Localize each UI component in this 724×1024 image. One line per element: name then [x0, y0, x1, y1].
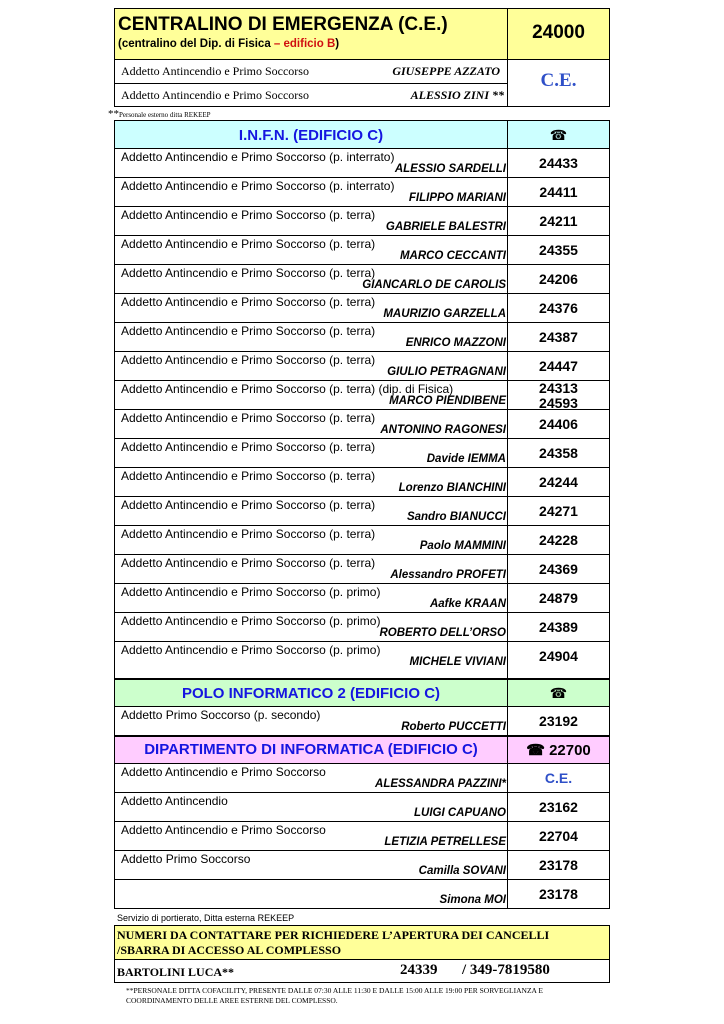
infn-role: Addetto Antincendio e Primo Soccorso (p. terra) — [121, 498, 376, 512]
informatica-name: LETIZIA PETRELLESE — [384, 836, 506, 848]
infn-name: Davide IEMMA — [426, 453, 506, 465]
infn-role: Addetto Antincendio e Primo Soccorso (p. terra) — [121, 208, 376, 222]
infn-number-2: 24593 — [539, 395, 578, 411]
external-staff-note-text: Personale esterno ditta REKEEP — [119, 111, 211, 119]
infn-role: Addetto Antincendio e Primo Soccorso (p. terra) — [121, 353, 376, 367]
emergency-role-1: Addetto Antincendio e Primo Soccorso — [121, 64, 309, 78]
emergency-name-2: ALESSIO ZINI ** — [410, 88, 504, 102]
infn-role: Addetto Antincendio e Primo Soccorso (p. interrato) — [121, 179, 395, 193]
infn-number: 24206 — [539, 271, 578, 287]
infn-number: 24211 — [539, 213, 578, 229]
informatica-row-divider — [115, 821, 610, 822]
portineria-header-1: NUMERI DA CONTATTARE PER RICHIEDERE L’APERTURA DEI CANCELLI — [117, 928, 550, 942]
informatica-name: LUIGI CAPUANO — [414, 807, 506, 819]
infn-name: Paolo MAMMINI — [419, 540, 506, 552]
infn-name: Lorenzo BIANCHINI — [398, 482, 506, 494]
infn-number: 24433 — [539, 155, 578, 171]
infn-name: GIULIO PETRAGNANI — [387, 366, 506, 378]
infn-row-divider — [115, 293, 610, 294]
infn-number: 24271 — [539, 503, 578, 519]
infn-number: 24879 — [539, 590, 578, 606]
informatica-row-divider — [115, 792, 610, 793]
portineria-header-2: /SBARRA DI ACCESSO AL COMPLESSO — [117, 943, 342, 957]
infn-role: Addetto Antincendio e Primo Soccorso (p. terra) — [121, 527, 376, 541]
infn-number: 24387 — [539, 329, 578, 345]
emergency-subtitle — [118, 38, 339, 50]
infn-name: MARCO CECCANTI — [399, 250, 506, 262]
infn-row-divider — [115, 206, 610, 207]
infn-name: Aafke KRAAN — [429, 598, 506, 610]
infn-row-divider — [115, 177, 610, 178]
emergency-row-line — [115, 83, 507, 84]
infn-name: GABRIELE BALESTRI — [385, 221, 506, 233]
infn-role: Addetto Antincendio e Primo Soccorso (p. terra) — [121, 440, 376, 454]
infn-number: 24904 — [539, 648, 578, 664]
infn-row-divider — [115, 351, 610, 352]
polo-role: Addetto Primo Soccorso (p. secondo) — [121, 708, 321, 722]
infn-row-divider — [115, 467, 610, 468]
informatica-phone — [508, 741, 609, 759]
portineria-footnote-2: COORDINAMENTO DELLE AREE ESTERNE DEL COMPLESSO. — [126, 996, 338, 1005]
infn-row-divider — [115, 235, 610, 236]
infn-number: 24376 — [539, 300, 578, 316]
informatica-role: Addetto Antincendio — [121, 794, 228, 808]
infn-number: 24313 — [539, 380, 578, 396]
informatica-role: Addetto Antincendio e Primo Soccorso — [121, 765, 326, 779]
infn-role: Addetto Antincendio e Primo Soccorso (p. terra) — [121, 556, 376, 570]
informatica-number: 23178 — [539, 886, 578, 902]
emergency-role-2: Addetto Antincendio e Primo Soccorso — [121, 88, 309, 102]
infn-role: Addetto Antincendio e Primo Soccorso (p. primo) — [121, 643, 381, 657]
informatica-name: Simona MOI — [439, 894, 506, 906]
emergency-title: CENTRALINO DI EMERGENZA (C.E.) — [118, 14, 448, 35]
infn-row-divider — [115, 264, 610, 265]
emergency-name-1: GIUSEPPE AZZATO — [392, 64, 500, 78]
informatica-role: Addetto Primo Soccorso — [121, 852, 251, 866]
phone-icon: ☎ — [549, 685, 568, 701]
infn-role: Addetto Antincendio e Primo Soccorso (p. primo) — [121, 585, 381, 599]
infn-row-divider — [115, 322, 610, 323]
infn-number: 24406 — [539, 416, 578, 432]
infn-name: MAURIZIO GARZELLA — [383, 308, 506, 320]
informatica-number: 23162 — [539, 799, 578, 815]
infn-number: 24369 — [539, 561, 578, 577]
infn-row-divider — [115, 554, 610, 555]
infn-role: Addetto Antincendio e Primo Soccorso (p. terra) — [121, 469, 376, 483]
infn-role: Addetto Antincendio e Primo Soccorso (p. terra) — [121, 237, 376, 251]
infn-name: ALESSIO SARDELLI — [394, 163, 506, 175]
infn-role: Addetto Antincendio e Primo Soccorso (p. terra) — [121, 411, 376, 425]
informatica-phone-number: 22700 — [549, 742, 591, 759]
portineria-note: Servizio di portierato, Ditta esterna REKEEP — [117, 913, 295, 923]
informatica-name: ALESSANDRA PAZZINI* — [375, 778, 506, 790]
polo-number: 23192 — [539, 713, 578, 729]
infn-row-divider — [115, 496, 610, 497]
informatica-number: C.E. — [544, 770, 573, 786]
infn-row-divider — [115, 612, 610, 613]
infn-number: 24389 — [539, 619, 578, 635]
infn-name: Alessandro PROFETI — [390, 569, 506, 581]
infn-name: FILIPPO MARIANI — [408, 192, 506, 204]
infn-row-divider — [115, 641, 610, 642]
informatica-row-divider — [115, 879, 610, 880]
infn-number: 24244 — [539, 474, 578, 490]
infn-number: 24411 — [539, 184, 578, 200]
portineria-mobile: / 349-7819580 — [462, 962, 550, 978]
emergency-number: 24000 — [532, 22, 585, 43]
informatica-header-line — [115, 763, 609, 764]
infn-name: Sandro BIANUCCI — [406, 511, 506, 523]
infn-name: ANTONINO RAGONESI — [380, 424, 506, 436]
infn-role: Addetto Antincendio e Primo Soccorso (p. terra) — [121, 266, 376, 280]
informatica-row-divider — [115, 850, 610, 851]
infn-role: Addetto Antincendio e Primo Soccorso (p. terra) (dip. di Fisica) — [121, 382, 454, 396]
infn-row-divider — [115, 438, 610, 439]
infn-number: 24228 — [539, 532, 578, 548]
phone-icon: ☎ — [526, 742, 545, 759]
external-staff-note — [108, 108, 211, 120]
infn-role: Addetto Antincendio e Primo Soccorso (p. terra) — [121, 295, 376, 309]
informatica-number: 22704 — [539, 828, 578, 844]
infn-role: Addetto Antincendio e Primo Soccorso (p. interrato) — [121, 150, 395, 164]
infn-row-divider — [115, 583, 610, 584]
informatica-number: 23178 — [539, 857, 578, 873]
infn-name: GIANCARLO DE CAROLIS — [362, 279, 506, 291]
emergency-subtitle-main: (centralino del Dip. di Fisica — [118, 38, 274, 50]
informatica-role: Addetto Antincendio e Primo Soccorso — [121, 823, 326, 837]
infn-number: 24447 — [539, 358, 578, 374]
polo-header-line — [115, 706, 609, 707]
portineria-footnote-1: **PERSONALE DITTA COFACILITY, PRESENTE DALLE 07:30 ALLE 11:30 E DALLE 15:00 ALLE 19:00 PER SORVEGLIANZA E — [126, 986, 543, 995]
infn-row-divider — [115, 409, 610, 410]
portineria-header-line — [115, 959, 609, 960]
infn-name: ENRICO MAZZONI — [405, 337, 506, 349]
emergency-ce-label: C.E. — [540, 70, 577, 91]
informatica-title: DIPARTIMENTO DI INFORMATICA (EDIFICIO C) — [144, 741, 478, 758]
infn-name: MARCO PIENDIBENE — [389, 395, 506, 407]
infn-row-divider — [115, 525, 610, 526]
emergency-subtitle-red: – edificio B — [273, 38, 336, 50]
polo-title: POLO INFORMATICO 2 (EDIFICIO C) — [181, 685, 441, 702]
infn-role: Addetto Antincendio e Primo Soccorso (p. terra) — [121, 324, 376, 338]
informatica-name: Camilla SOVANI — [418, 865, 506, 877]
infn-title: I.N.F.N. (EDIFICIO C) — [238, 127, 384, 144]
emergency-header-line — [115, 59, 609, 60]
phone-icon: ☎ — [549, 127, 568, 143]
portineria-number: 24339 — [400, 962, 438, 978]
infn-header-line — [115, 148, 609, 149]
infn-name: MICHELE VIVIANI — [409, 656, 506, 668]
portineria-name: BARTOLINI LUCA** — [117, 965, 235, 979]
emergency-subtitle-end: ) — [335, 38, 340, 50]
informatica-vline — [507, 737, 508, 908]
infn-role: Addetto Antincendio e Primo Soccorso (p. primo) — [121, 614, 381, 628]
infn-name: ROBERTO DELL’ORSO — [379, 627, 506, 639]
external-staff-note-mark: ** — [108, 108, 119, 120]
polo-name: Roberto PUCCETTI — [401, 721, 506, 733]
infn-number: 24355 — [539, 242, 578, 258]
infn-number: 24358 — [539, 445, 578, 461]
